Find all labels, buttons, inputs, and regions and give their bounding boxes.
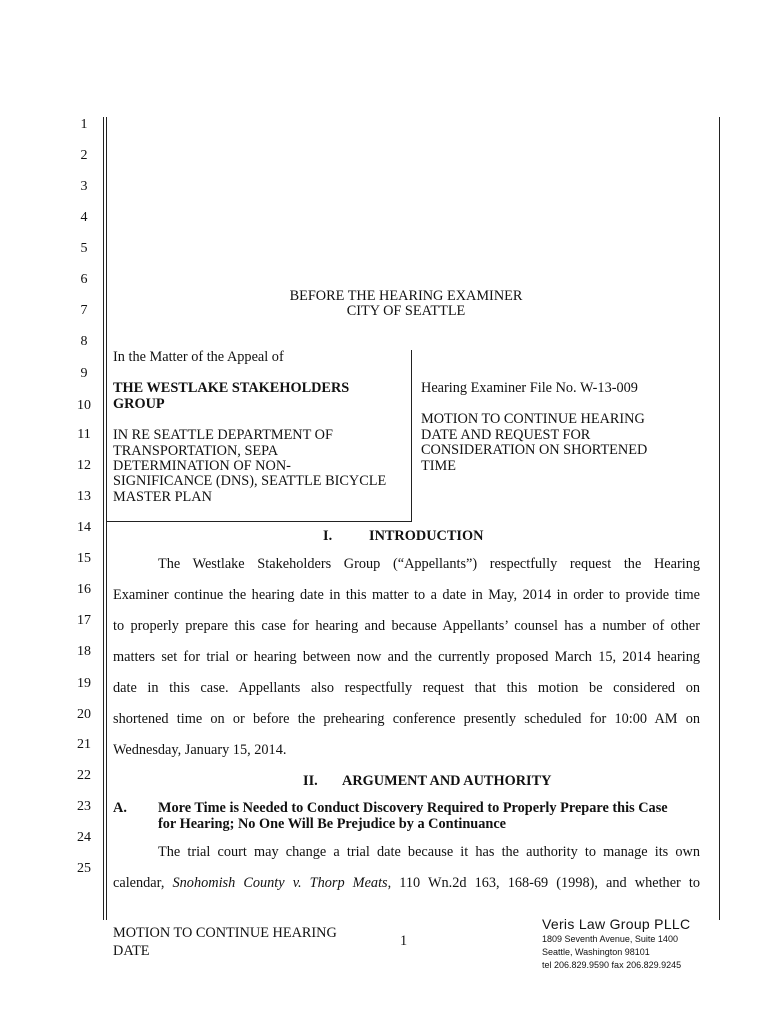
firm-name: Veris Law Group PLLC: [542, 916, 691, 932]
section1-text-line: shortened time on or before the prehearing conference presently scheduled for 10:00 AM on: [113, 711, 700, 727]
section2-text-line: The trial court may change a trial date because it has the authority to manage its own: [158, 844, 700, 860]
section1-text-line: Examiner continue the hearing date in this matter to a date in May, 2014 in order to provide time: [113, 587, 700, 603]
line-number: 7: [80, 303, 88, 318]
line-number: 21: [77, 737, 91, 752]
line-number: 25: [77, 861, 91, 876]
line-number: 13: [77, 489, 91, 504]
caption-re-line4: SIGNIFICANCE (DNS), SEATTLE BICYCLE: [113, 473, 387, 489]
text-segment: calendar,: [113, 875, 173, 891]
section1-number: I.: [323, 528, 333, 544]
right-margin-rule: [719, 117, 720, 920]
subsection-heading-line1: More Time is Needed to Conduct Discovery Required to Properly Prepare this Case: [158, 800, 668, 816]
motion-title-line4: TIME: [421, 458, 456, 474]
page-number: 1: [400, 933, 408, 949]
line-number: 5: [80, 241, 88, 256]
line-number: 10: [77, 398, 91, 413]
left-margin-rule: [103, 117, 104, 920]
line-number: 6: [80, 272, 88, 287]
section2-number: II.: [303, 773, 318, 789]
motion-title-line3: CONSIDERATION ON SHORTENED: [421, 442, 648, 458]
caption-re-line3: DETERMINATION OF NON-: [113, 458, 291, 474]
line-number: 22: [77, 768, 91, 783]
caption-matter: In the Matter of the Appeal of: [113, 349, 284, 365]
line-number: 24: [77, 830, 91, 845]
line-number: 1: [80, 117, 88, 132]
subsection-heading-line2: for Hearing; No One Will Be Prejudice by a Continuance: [158, 816, 507, 832]
caption-party-line2: GROUP: [113, 396, 165, 412]
line-number: 11: [77, 427, 91, 442]
line-number: 18: [77, 644, 91, 659]
section2-text-line: [113, 875, 700, 891]
caption-re-line5: MASTER PLAN: [113, 489, 212, 505]
footer-doc-title-line2: DATE: [113, 943, 150, 959]
line-number: 17: [77, 613, 91, 628]
line-number: 14: [77, 520, 91, 535]
line-number: 3: [80, 179, 88, 194]
subsection-letter: A.: [113, 800, 127, 816]
line-number: 9: [80, 366, 88, 381]
caption-re-line2: TRANSPORTATION, SEPA: [113, 443, 279, 459]
section1-text-line: The Westlake Stakeholders Group (“Appellants”) respectfully request the Hearing: [158, 556, 700, 572]
line-number: 19: [77, 676, 91, 691]
line-number: 2: [80, 148, 88, 163]
line-number: 15: [77, 551, 91, 566]
line-number: 8: [80, 334, 88, 349]
case-citation: Snohomish County v. Thorp Meats: [172, 875, 388, 891]
motion-title-line1: MOTION TO CONTINUE HEARING: [421, 411, 645, 427]
section1-text-line: date in this case. Appellants also respectfully request that this motion be considered on: [113, 680, 700, 696]
firm-address2: Seattle, Washington 98101: [542, 947, 650, 957]
motion-title-line2: DATE AND REQUEST FOR: [421, 427, 591, 443]
firm-address1: 1809 Seventh Avenue, Suite 1400: [542, 934, 678, 944]
section1-text-line: matters set for trial or hearing between now and the currently proposed March 15, 2014 hearing: [113, 649, 700, 665]
court-heading-line1: BEFORE THE HEARING EXAMINER: [289, 288, 523, 304]
section1-text-line: to properly prepare this case for hearing and because Appellants’ counsel has a number of other: [113, 618, 700, 634]
caption-re-line1: IN RE SEATTLE DEPARTMENT OF: [113, 427, 333, 443]
section2-title: ARGUMENT AND AUTHORITY: [342, 773, 552, 789]
line-number: 16: [77, 582, 91, 597]
line-number: 12: [77, 458, 91, 473]
file-number: Hearing Examiner File No. W-13-009: [421, 380, 638, 396]
firm-contact: tel 206.829.9590 fax 206.829.9245: [542, 960, 682, 970]
line-number: 4: [80, 210, 88, 225]
text-segment: , 110 Wn.2d 163, 168-69 (1998), and whether to: [387, 875, 700, 891]
footer-doc-title-line1: MOTION TO CONTINUE HEARING: [113, 925, 337, 941]
caption-party-line1: THE WESTLAKE STAKEHOLDERS: [113, 380, 350, 396]
section1-title: INTRODUCTION: [369, 528, 484, 544]
line-number: 23: [77, 799, 91, 814]
section1-text-line: Wednesday, January 15, 2014.: [113, 742, 287, 758]
court-heading-line2: CITY OF SEATTLE: [346, 303, 466, 319]
line-number: 20: [77, 707, 91, 722]
